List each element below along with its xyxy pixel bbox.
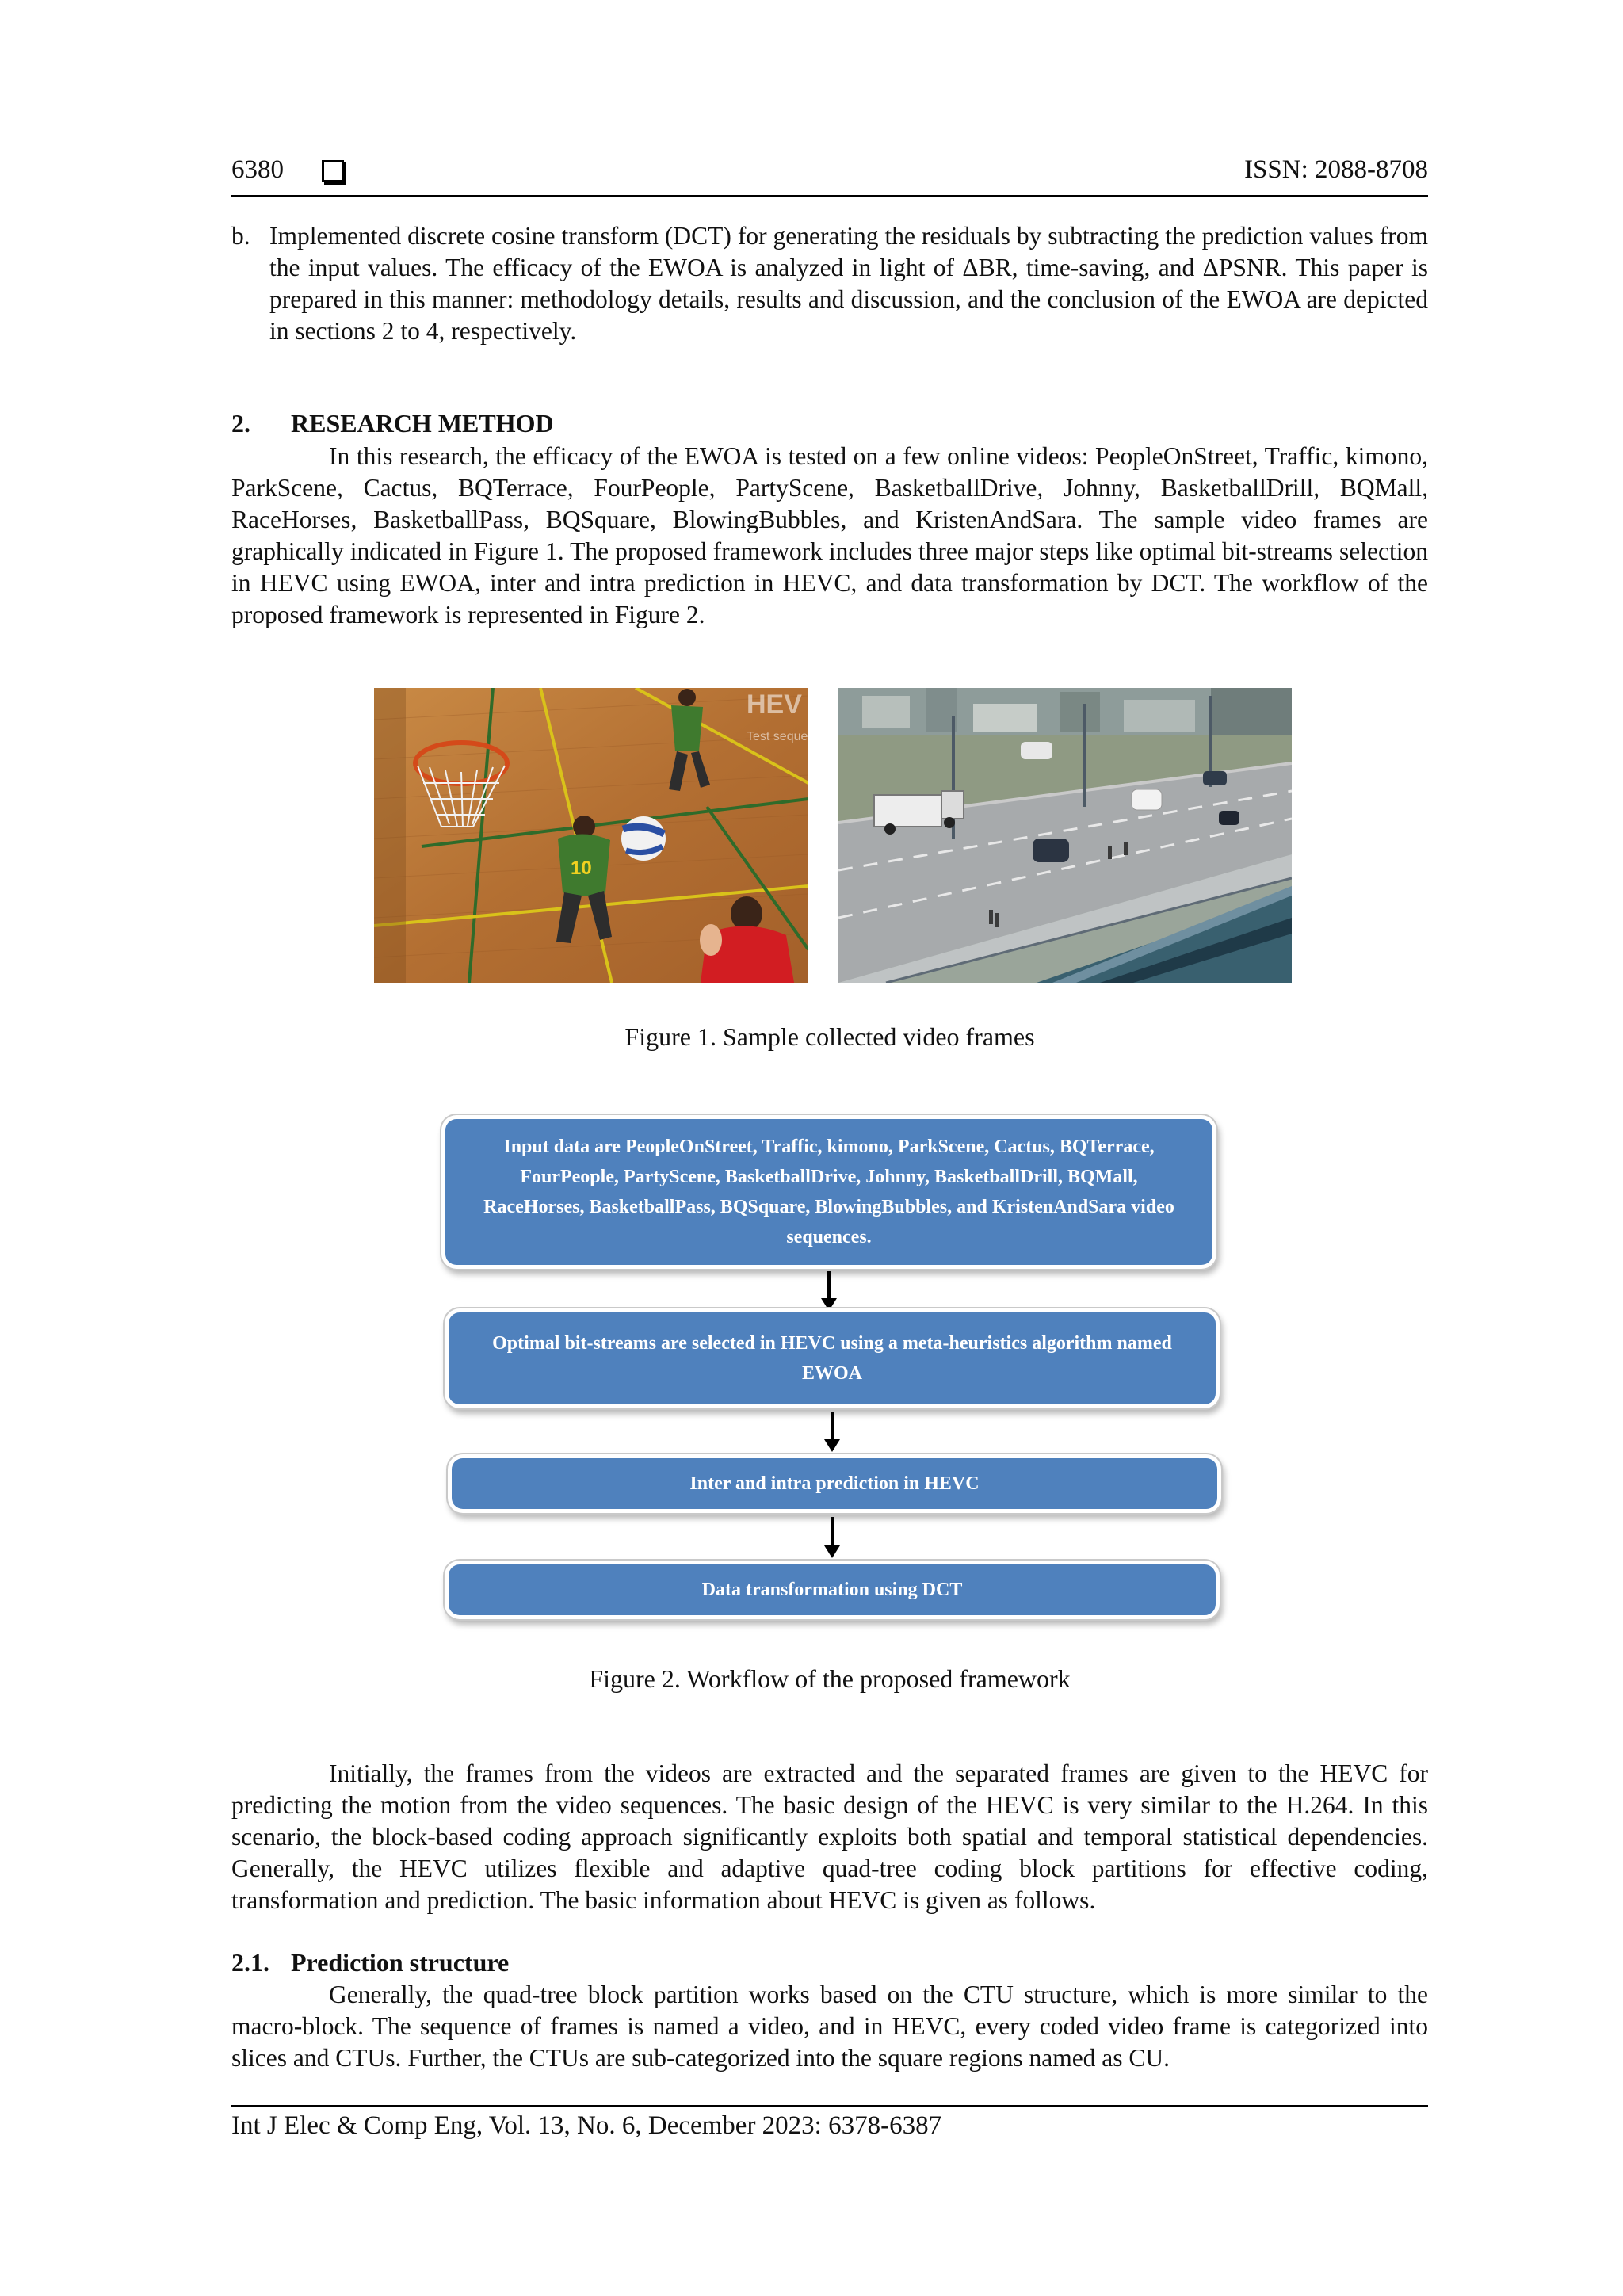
- figure1-caption: Figure 1. Sample collected video frames: [624, 1022, 1035, 1051]
- flow-step-text: Optimal bit-streams are selected in HEVC using a meta-heuristics algorithm named EWOA: [492, 1333, 1172, 1384]
- checkbox-square-icon: [322, 160, 344, 182]
- basketball-video-frame: [374, 688, 808, 983]
- journal-citation: Int J Elec & Comp Eng, Vol. 13, No. 6, December 2023: 6378-6387: [231, 2111, 942, 2140]
- flow-step-dct: [449, 1564, 1216, 1615]
- section-paragraph: In this research, the efficacy of the EWOA is tested on a few online videos: PeopleOnStreet, Traffic, kimono, ParkScene, Cactus, BQTerrace, FourPeople, PartyScene, BasketballDrive, Johnny, BasketballDrill, BQMall, RaceHorses, BasketballPass, BQSquare, BlowingBubbles, and KristenAndSara. The sample video frames are graphically indicated in Figure 1. The proposed framework includes three major steps like optimal bit-streams selection in HEVC using EWOA, inter and intra prediction in HEVC, and data transformation by DCT. The workflow of the proposed framework is represented in Figure 2.: [231, 442, 1428, 628]
- subsection-heading: [231, 1948, 509, 1977]
- svg-text:10: 10: [571, 858, 592, 879]
- down-arrow-icon: [831, 1517, 834, 1547]
- flow-step-text: Input data are PeopleOnStreet, Traffic, kimono, ParkScene, Cactus, BQTerrace, FourPeople, PartyScene, BasketballDrive, Johnny, BasketballDrill, BQMall, RaceHorses, BasketballPass, BQSquare, BlowingBubbles, and KristenAndSara video sequences.: [483, 1137, 1174, 1247]
- list-item-text: Implemented discrete cosine transform (DCT) for generating the residuals by subtracting the prediction values from the input values. The efficacy of the EWOA is analyzed in light of ΔBR, time-saving, and ΔPSNR. This paper is prepared in this manner: methodology details, results and discussion, and the conclusion of the EWOA are depicted in sections 2 to 4, respectively.: [269, 222, 1428, 345]
- page-number: 6380: [231, 155, 284, 184]
- hevc-overlay-text: HEV: [747, 690, 802, 720]
- list-marker: b.: [231, 222, 250, 250]
- flow-step-text: Inter and intra prediction in HEVC: [689, 1473, 980, 1494]
- subsection-paragraph: Generally, the quad-tree block partition works based on the CTU structure, which is more similar to the macro-block. The sequence of frames is named a video, and in HEVC, every coded video frame is categorized into slices and CTUs. Further, the CTUs are sub-categorized into the square regions named as CU.: [231, 1981, 1428, 2072]
- subsection-number: 2.1.: [231, 1948, 269, 1977]
- issn: ISSN: 2088-8708: [1244, 155, 1428, 184]
- flow-step-prediction: [452, 1458, 1217, 1509]
- traffic-video-frame: [838, 688, 1292, 983]
- down-arrow-icon: [831, 1412, 834, 1441]
- flow-step-input-data: [445, 1119, 1212, 1265]
- subsection-title: Prediction structure: [291, 1948, 510, 1977]
- section-heading: [231, 409, 554, 438]
- section-number: 2.: [231, 409, 250, 437]
- page-header: [231, 155, 1428, 197]
- footer-rule: [231, 2105, 1428, 2107]
- flow-step-bitstream-selection: [449, 1312, 1216, 1404]
- overlay-subtext: Test seque: [747, 730, 808, 743]
- body-paragraph: Initially, the frames from the videos are extracted and the separated frames are given to the HEVC for predicting the motion from the video sequences. The basic design of the HEVC is very similar to the H.264. In this scenario, the block-based coding approach significantly exploits both spatial and temporal statistical dependencies. Generally, the HEVC utilizes flexible and adaptive quad-tree coding block partitions for effective coding, transformation and prediction. The basic information about HEVC is given as follows.: [231, 1759, 1428, 1914]
- section-title: RESEARCH METHOD: [291, 409, 554, 437]
- down-arrow-icon: [827, 1271, 831, 1300]
- figure2-caption: Figure 2. Workflow of the proposed framework: [589, 1664, 1071, 1693]
- flow-step-text: Data transformation using DCT: [701, 1580, 963, 1600]
